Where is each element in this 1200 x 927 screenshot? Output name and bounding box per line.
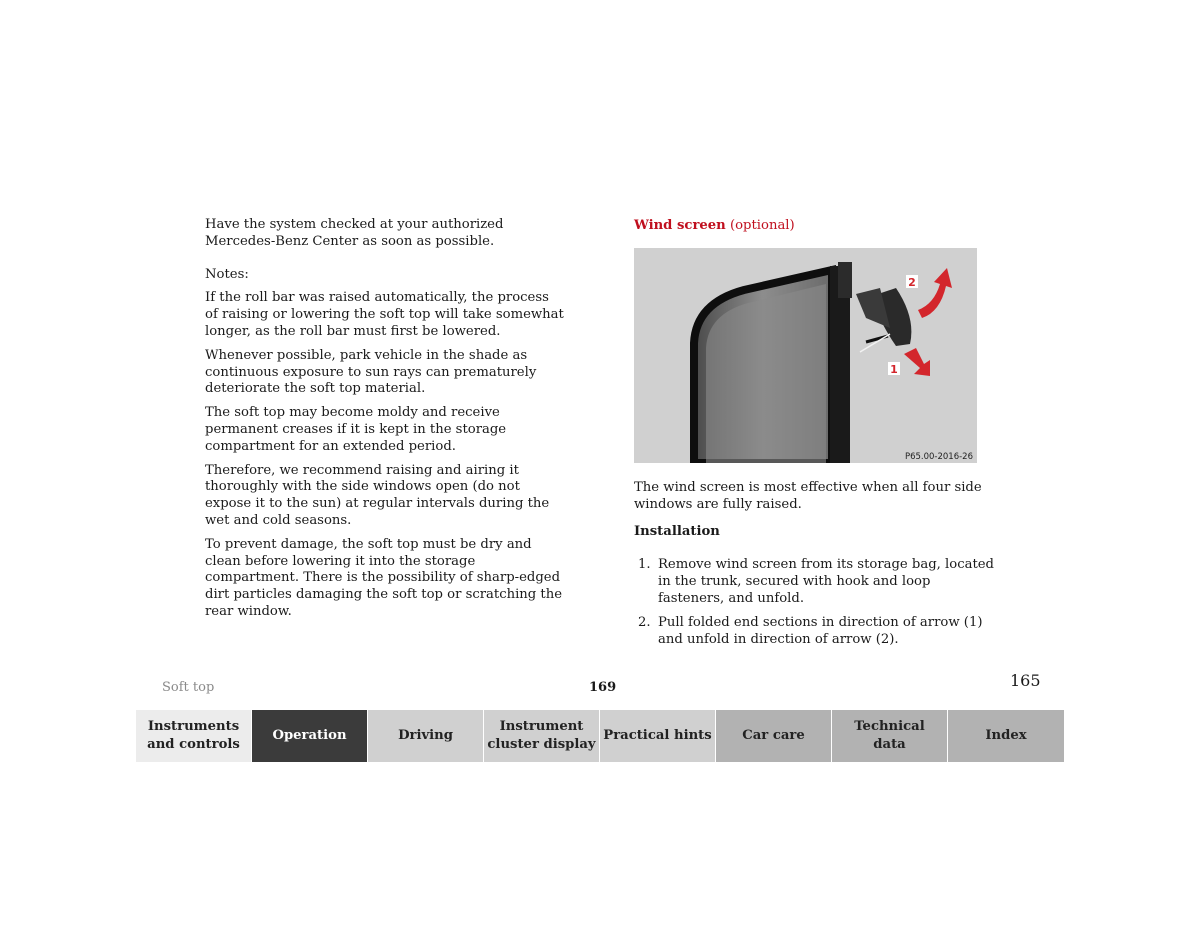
tab-practical-hints[interactable] bbox=[600, 710, 716, 762]
tab-label: Practical hints bbox=[603, 728, 712, 743]
damage-note: To prevent damage, the soft top must be dry and clean before lowering it into the storage compartment. There is the possibility of sharp-edged dirt particles damaging the soft top or scratching the rear window. bbox=[205, 536, 563, 619]
tab-label: Index bbox=[985, 728, 1027, 743]
wind-screen-figure bbox=[634, 248, 977, 463]
tab-driving[interactable] bbox=[368, 710, 484, 762]
step-number: 2. bbox=[638, 615, 651, 631]
arrow-2-label: 2 bbox=[908, 276, 916, 289]
intro-text: The wind screen is most effective when all four side windows are fully raised. bbox=[634, 480, 982, 512]
footer-section-title: Soft top bbox=[162, 680, 215, 695]
wind-screen-title-bold: Wind screen bbox=[634, 218, 726, 233]
notes-label: Notes: bbox=[205, 266, 249, 282]
tab-label: data bbox=[873, 737, 906, 752]
arrow-1-label: 1 bbox=[890, 363, 898, 376]
figure-code: P65.00-2016-26 bbox=[904, 452, 973, 462]
tab-instruments-and-controls[interactable] bbox=[136, 710, 252, 762]
tab-label: Instrument bbox=[499, 719, 584, 734]
installation-heading: Installation bbox=[634, 524, 720, 539]
wind-screen-optional: (optional) bbox=[729, 218, 795, 233]
airing-note: Therefore, we recommend raising and airing it thoroughly with the side windows open (do not expose it to the sun) at regular intervals during the wet and cold seasons. bbox=[205, 462, 550, 528]
arrow-2 bbox=[918, 268, 952, 318]
footer-sheet-number: 169 bbox=[589, 680, 617, 695]
arrow-1 bbox=[904, 348, 930, 376]
step-text: Remove wind screen from its storage bag, located in the trunk, secured with hook and loop fasteners, and unfold. bbox=[658, 557, 994, 606]
tab-instrument-cluster-display[interactable] bbox=[484, 710, 600, 762]
tab-label: Driving bbox=[398, 728, 453, 743]
post-cap bbox=[838, 262, 852, 298]
tab-label: Car care bbox=[742, 728, 805, 743]
tab-label: Operation bbox=[272, 728, 347, 743]
wind-screen-header bbox=[634, 218, 994, 242]
list-item bbox=[634, 557, 994, 607]
tab-label: Instruments bbox=[147, 719, 240, 734]
mount-pin-highlight bbox=[860, 334, 890, 352]
wind-screen-title bbox=[634, 218, 994, 235]
wind-screen-illustration bbox=[634, 248, 977, 463]
tab-car-care[interactable] bbox=[716, 710, 832, 762]
tab-operation[interactable] bbox=[252, 710, 368, 762]
chapter-tabs bbox=[136, 710, 1064, 762]
tab-label: and controls bbox=[147, 737, 240, 752]
footer-page-number: 165 bbox=[1010, 671, 1041, 690]
wind-screen-intro bbox=[634, 480, 994, 514]
tab-technical-data[interactable] bbox=[832, 710, 948, 762]
roll-bar-note: If the roll bar was raised automatically, the process of raising or lowering the soft top will take somewhat longer, as the roll bar must first be lowered. bbox=[205, 290, 564, 339]
installation-steps bbox=[634, 557, 994, 657]
tab-index[interactable] bbox=[948, 710, 1064, 762]
shade-note: Whenever possible, park vehicle in the shade as continuous exposure to sun rays can prematurely deteriorate the soft top material. bbox=[205, 347, 537, 397]
list-item bbox=[634, 615, 994, 649]
step-number: 1. bbox=[638, 557, 651, 572]
checkup-paragraph: Have the system checked at your authorized Mercedes-Benz Center as soon as possible. bbox=[205, 217, 504, 249]
left-column bbox=[205, 217, 565, 628]
step-text: Pull folded end sections in direction of arrow (1) and unfold in direction of arrow (2). bbox=[658, 615, 983, 648]
tab-label: Technical bbox=[854, 719, 925, 734]
tab-label: cluster display bbox=[487, 737, 596, 752]
moldy-note: The soft top may become moldy and receive permanent creases if it is kept in the storage compartment for an extended period. bbox=[205, 405, 507, 454]
